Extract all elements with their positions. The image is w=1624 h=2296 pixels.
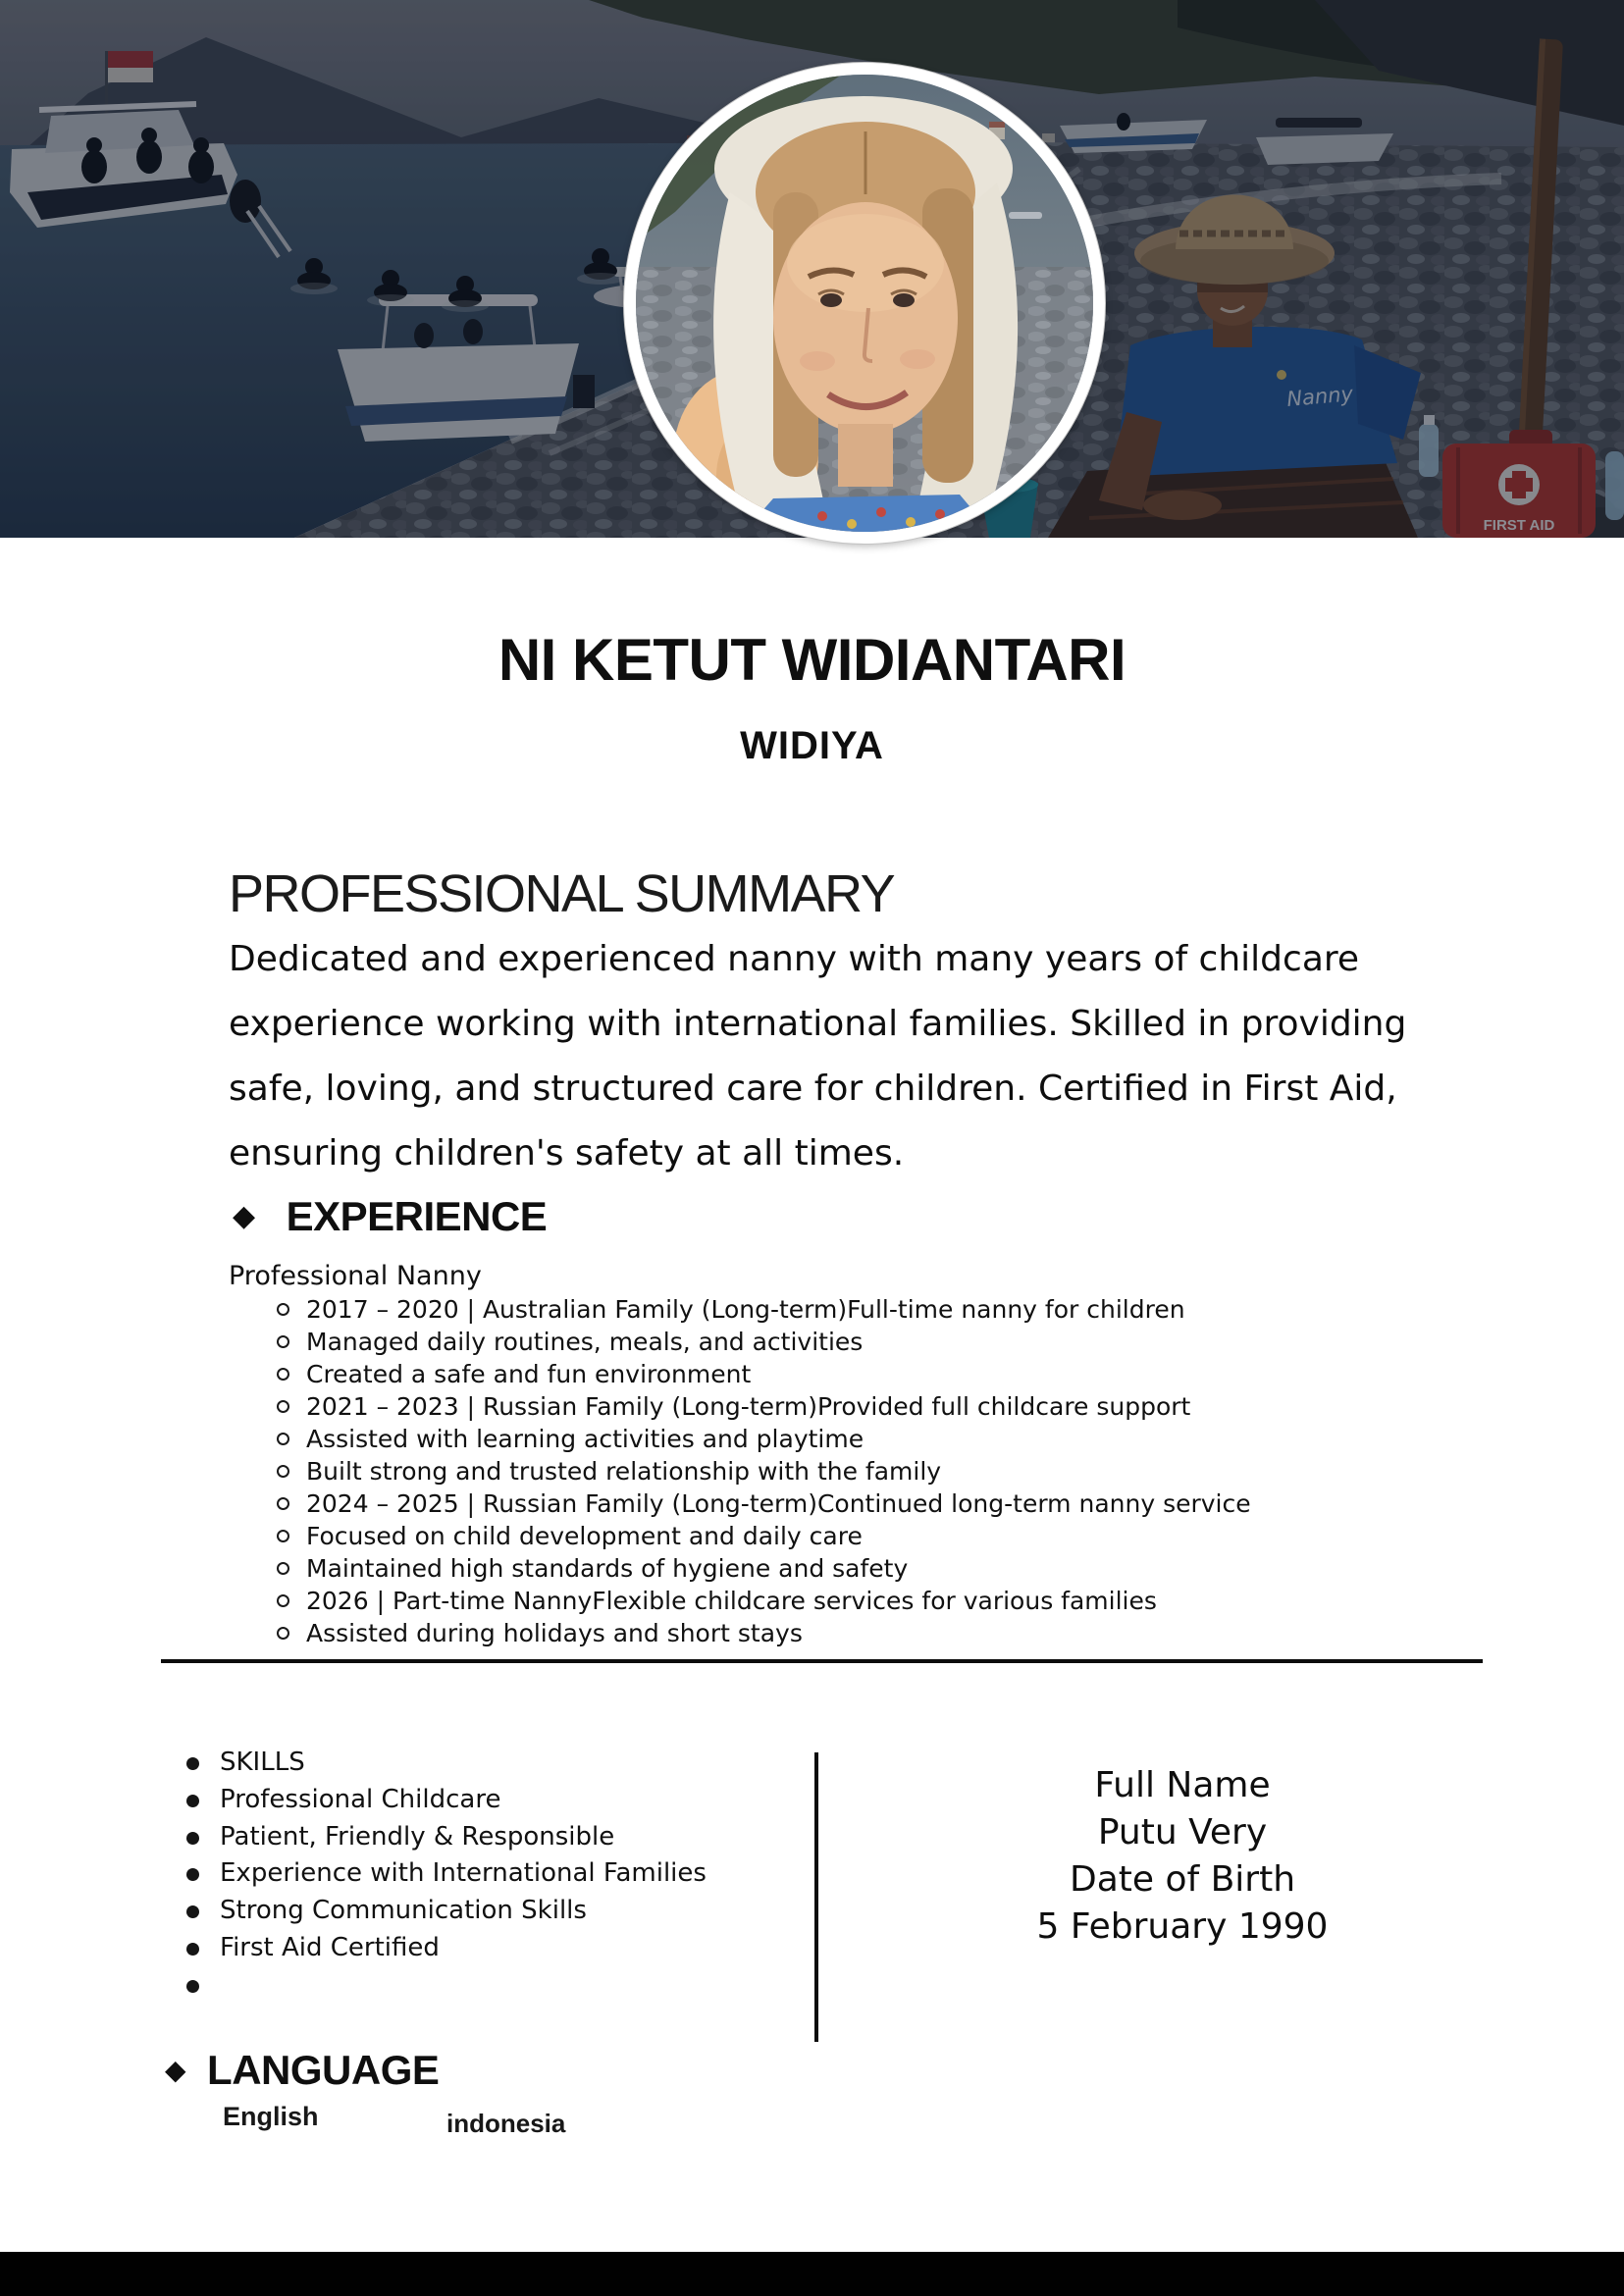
profile-photo-illustration xyxy=(636,75,1093,532)
experience-item: Focused on child development and daily care xyxy=(306,1520,1251,1552)
dob-label: Date of Birth xyxy=(1069,1859,1296,1900)
page-title: NI KETUT WIDIANTARI xyxy=(498,627,1126,693)
language-heading-label: LANGUAGE xyxy=(207,2047,440,2093)
experience-item: Assisted with learning activities and playtime xyxy=(306,1423,1251,1455)
language-english: English xyxy=(223,2102,319,2131)
experience-item: 2017 – 2020 | Australian Family (Long-term)Full-time nanny for children xyxy=(306,1293,1251,1326)
first-aid-label: FIRST AID xyxy=(1483,517,1555,534)
skill-item: Patient, Friendly & Responsible xyxy=(220,1819,707,1856)
diamond-icon: ◆ xyxy=(233,1199,255,1233)
experience-item: Assisted during holidays and short stays xyxy=(306,1617,1251,1649)
experience-heading-label: EXPERIENCE xyxy=(286,1193,548,1239)
nickname: WIDIYA xyxy=(740,724,884,767)
experience-heading xyxy=(233,1193,547,1240)
vertical-divider xyxy=(814,1752,818,2042)
language-indonesia: indonesia xyxy=(446,2109,566,2138)
details-panel xyxy=(878,1762,1487,1951)
experience-list xyxy=(306,1293,1251,1649)
summary-text: Dedicated and experienced nanny with many years of childcare experience working with international families. Skilled in providing safe, loving, and structured care for children. Certified in First Aid, ensuring children's safety at all times. xyxy=(229,939,1407,1174)
experience-item: 2024 – 2025 | Russian Family (Long-term)Continued long-term nanny service xyxy=(306,1489,1251,1518)
skill-item: Strong Communication Skills xyxy=(220,1893,707,1930)
full-name-label: Full Name xyxy=(1094,1765,1271,1805)
profile-photo xyxy=(624,63,1105,544)
language-heading xyxy=(165,2047,439,2094)
experience-item: Built strong and trusted relationship with the family xyxy=(306,1455,1251,1487)
full-name-value: Putu Very xyxy=(1097,1812,1268,1852)
experience-item: 2026 | Part-time NannyFlexible childcare services for various families xyxy=(306,1585,1251,1617)
skill-item: Experience with International Families xyxy=(220,1855,707,1893)
nanny-shirt-label: Nanny xyxy=(1285,382,1354,411)
skill-item: SKILLS xyxy=(220,1745,707,1782)
skill-item: Professional Childcare xyxy=(220,1782,707,1819)
footer-bar xyxy=(0,2252,1624,2296)
skill-item: First Aid Certified xyxy=(220,1930,707,1967)
experience-role: Professional Nanny xyxy=(229,1261,482,1291)
skill-item xyxy=(220,1967,707,2005)
summary-heading: PROFESSIONAL SUMMARY xyxy=(229,864,895,923)
experience-item: 2021 – 2023 | Russian Family (Long-term)Provided full childcare support xyxy=(306,1390,1251,1423)
experience-item: Maintained high standards of hygiene and safety xyxy=(306,1552,1251,1585)
diamond-icon: ◆ xyxy=(165,2054,186,2086)
experience-item: Created a safe and fun environment xyxy=(306,1358,1251,1390)
skills-list xyxy=(220,1745,707,2005)
dob-value: 5 February 1990 xyxy=(1036,1906,1329,1947)
section-divider xyxy=(161,1659,1483,1663)
experience-item: Managed daily routines, meals, and activities xyxy=(306,1326,1251,1358)
